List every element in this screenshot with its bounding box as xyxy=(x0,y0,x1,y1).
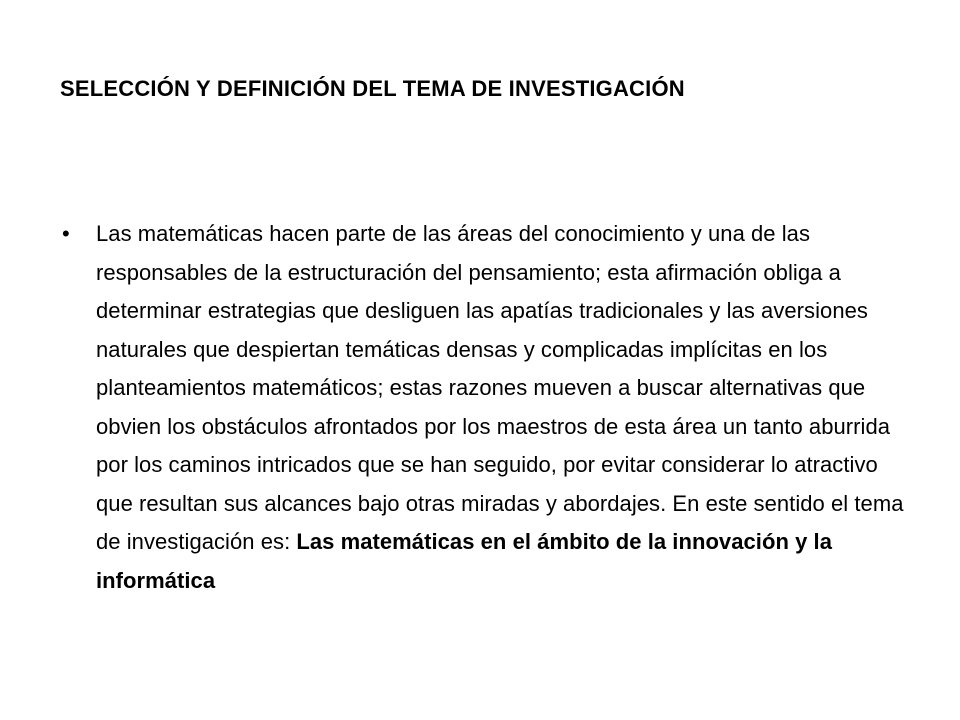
slide-title: SELECCIÓN Y DEFINICIÓN DEL TEMA DE INVESTIGACIÓN xyxy=(60,76,685,101)
bullet-text: Las matemáticas hacen parte de las áreas del conocimiento y una de las responsables de la estructuración del pensamiento; esta afirmación obliga a determinar estrategias que desliguen las apatías tradicionales y las aversiones naturales que despiertan temáticas densas y complicadas implícitas en los planteamientos matemáticos; estas razones mueven a buscar alternativas que obvien los obstáculos afrontados por los maestros de esta área un tanto aburrida por los caminos intricados que se han seguido, por evitar considerar lo atractivo que resultan sus alcances bajo otras miradas y abordajes. En este sentido el tema de investigación es: xyxy=(96,221,904,554)
bullet-item xyxy=(60,215,910,600)
bullet-topic-bold: Las matemáticas en el ámbito de la innovación y la informática xyxy=(96,529,832,593)
bullet-marker: • xyxy=(62,221,70,246)
slide-body xyxy=(60,215,910,600)
bullet-paragraph xyxy=(96,215,910,600)
